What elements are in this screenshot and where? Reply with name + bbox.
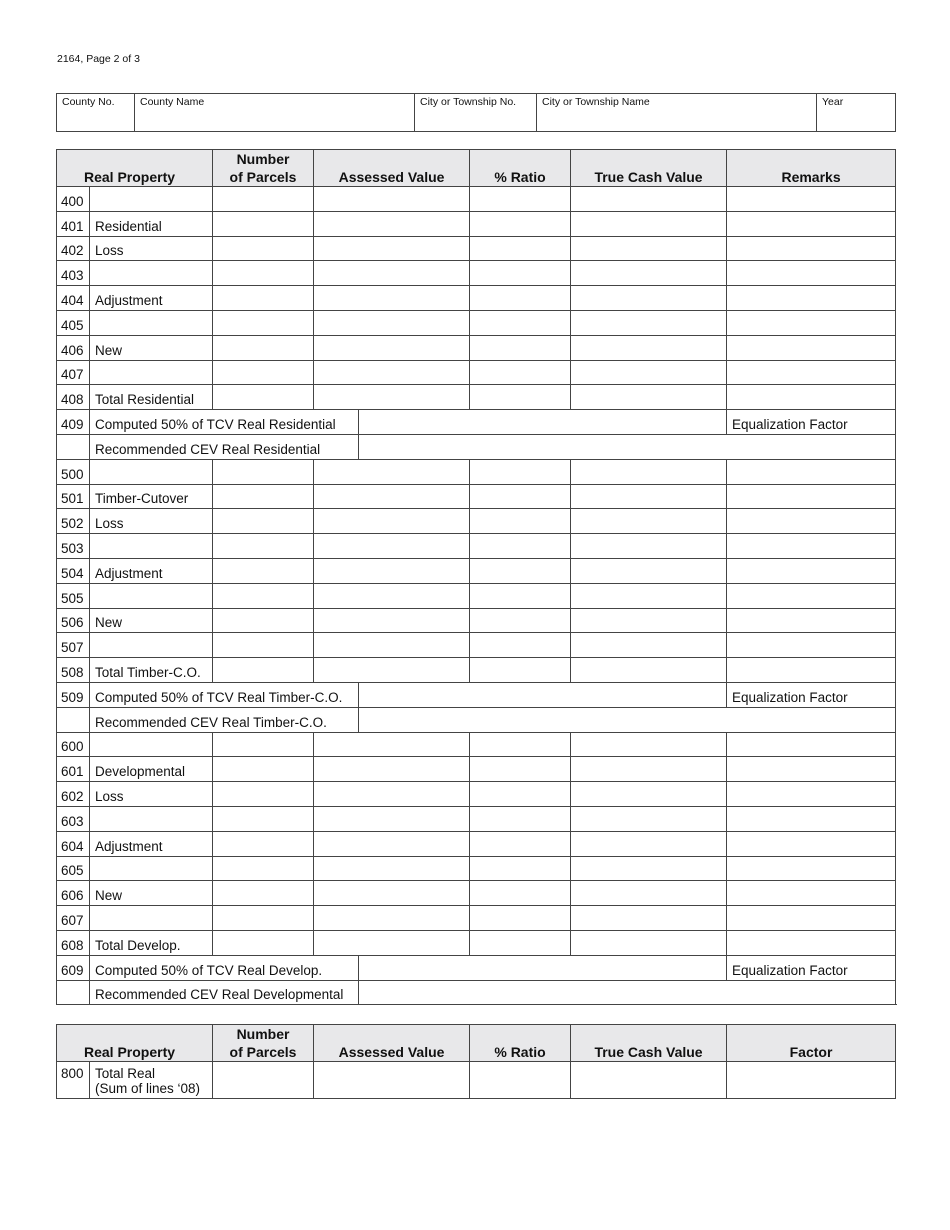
ratio-cell[interactable] <box>470 385 571 410</box>
line-number: 402 <box>57 236 90 261</box>
parcels-cell[interactable] <box>213 658 314 683</box>
true-cash-value-cell[interactable] <box>571 211 727 236</box>
assessed-value-cell[interactable] <box>314 658 470 683</box>
ratio-cell[interactable] <box>470 732 571 757</box>
line-number: 601 <box>57 757 90 782</box>
remarks-cell[interactable] <box>727 236 896 261</box>
col-header-parcels: Number of Parcels <box>213 150 314 187</box>
col-header-assessed-value: Assessed Value <box>314 150 470 187</box>
table-row <box>57 583 896 608</box>
remarks-cell[interactable] <box>727 583 896 608</box>
recommended-label: Recommended CEV Real Residential <box>90 434 359 459</box>
ratio-cell[interactable] <box>470 261 571 286</box>
assessed-value-cell[interactable] <box>314 732 470 757</box>
line-label: Loss <box>90 236 213 261</box>
parcels-cell[interactable] <box>213 757 314 782</box>
recommended-label: Recommended CEV Real Timber-C.O. <box>90 707 359 732</box>
form-page-number: 2164, Page 2 of 3 <box>57 53 140 65</box>
city-name-label: City or Township Name <box>542 96 650 108</box>
true-cash-value-cell[interactable] <box>571 261 727 286</box>
true-cash-value-cell[interactable] <box>571 1062 727 1099</box>
assessed-value-cell[interactable] <box>314 831 470 856</box>
line-label: Developmental <box>90 757 213 782</box>
col-header-assessed-value: Assessed Value <box>314 1025 470 1062</box>
remarks-cell[interactable] <box>727 211 896 236</box>
parcels-cell[interactable] <box>213 335 314 360</box>
year-label: Year <box>822 96 844 108</box>
line-label <box>90 856 213 881</box>
ratio-cell[interactable] <box>470 1062 571 1099</box>
line-label: Total Timber-C.O. <box>90 658 213 683</box>
parcels-cell[interactable] <box>213 831 314 856</box>
line-number: 609 <box>57 955 90 980</box>
true-cash-value-cell[interactable] <box>571 360 727 385</box>
county-name-field[interactable] <box>135 94 415 132</box>
line-label <box>90 583 213 608</box>
parcels-cell[interactable] <box>213 385 314 410</box>
line-label: Residential <box>90 211 213 236</box>
line-number <box>57 980 90 1005</box>
table-row <box>57 385 896 410</box>
col-header-true-cash-value: True Cash Value <box>571 150 727 187</box>
true-cash-value-cell[interactable] <box>571 732 727 757</box>
line-number: 502 <box>57 509 90 534</box>
table-row <box>57 930 896 955</box>
remarks-cell[interactable] <box>727 658 896 683</box>
true-cash-value-cell[interactable] <box>571 509 727 534</box>
assessed-value-cell[interactable] <box>314 757 470 782</box>
parcels-cell[interactable] <box>213 930 314 955</box>
line-number: 403 <box>57 261 90 286</box>
line-label <box>90 261 213 286</box>
remarks-cell[interactable] <box>727 335 896 360</box>
remarks-cell[interactable] <box>727 930 896 955</box>
table-row <box>57 881 896 906</box>
true-cash-value-cell[interactable] <box>571 286 727 311</box>
ratio-cell[interactable] <box>470 856 571 881</box>
county-no-label: County No. <box>62 96 115 108</box>
parcels-cell[interactable] <box>213 484 314 509</box>
line-number: 509 <box>57 682 90 707</box>
line-number: 501 <box>57 484 90 509</box>
table-row <box>57 757 896 782</box>
assessed-value-cell[interactable] <box>314 806 470 831</box>
table-row <box>57 558 896 583</box>
ratio-cell[interactable] <box>470 757 571 782</box>
line-number: 508 <box>57 658 90 683</box>
assessed-value-cell[interactable] <box>314 633 470 658</box>
parcels-cell[interactable] <box>213 782 314 807</box>
parcels-cell[interactable] <box>213 856 314 881</box>
line-number: 504 <box>57 558 90 583</box>
parcels-cell[interactable] <box>213 558 314 583</box>
line-number: 604 <box>57 831 90 856</box>
ratio-cell[interactable] <box>470 509 571 534</box>
line-label <box>90 806 213 831</box>
line-label <box>90 732 213 757</box>
true-cash-value-cell[interactable] <box>571 459 727 484</box>
line-number: 506 <box>57 608 90 633</box>
ratio-cell[interactable] <box>470 558 571 583</box>
remarks-cell[interactable] <box>727 261 896 286</box>
table-row <box>57 608 896 633</box>
true-cash-value-cell[interactable] <box>571 583 727 608</box>
assessed-value-cell[interactable] <box>314 856 470 881</box>
remarks-cell[interactable] <box>727 484 896 509</box>
city-name-field[interactable] <box>537 94 817 132</box>
table-row <box>57 906 896 931</box>
col-header-ratio: % Ratio <box>470 1025 571 1062</box>
remarks-cell[interactable] <box>727 856 896 881</box>
parcels-cell[interactable] <box>213 261 314 286</box>
county-no-field[interactable] <box>57 94 135 132</box>
parcels-cell[interactable] <box>213 732 314 757</box>
line-label <box>90 633 213 658</box>
remarks-cell[interactable] <box>727 286 896 311</box>
remarks-cell[interactable] <box>727 509 896 534</box>
table-row <box>57 484 896 509</box>
year-field[interactable] <box>817 94 896 132</box>
line-label: Adjustment <box>90 286 213 311</box>
col-header-real-property: Real Property <box>57 150 213 187</box>
ratio-cell[interactable] <box>470 360 571 385</box>
parcels-cell[interactable] <box>213 583 314 608</box>
line-number: 600 <box>57 732 90 757</box>
line-number: 603 <box>57 806 90 831</box>
true-cash-value-cell[interactable] <box>571 881 727 906</box>
parcels-cell[interactable] <box>213 534 314 559</box>
ratio-cell[interactable] <box>470 484 571 509</box>
ratio-cell[interactable] <box>470 930 571 955</box>
line-number: 500 <box>57 459 90 484</box>
assessed-value-cell[interactable] <box>314 558 470 583</box>
table-row <box>57 856 896 881</box>
col-header-true-cash-value: True Cash Value <box>571 1025 727 1062</box>
recommended-value-cell[interactable] <box>359 707 896 732</box>
line-label <box>90 534 213 559</box>
identification-table <box>56 93 896 132</box>
line-label: Adjustment <box>90 558 213 583</box>
table-row <box>57 658 896 683</box>
ratio-cell[interactable] <box>470 286 571 311</box>
line-number: 800 <box>57 1062 90 1099</box>
parcels-cell[interactable] <box>213 1062 314 1099</box>
parcels-cell[interactable] <box>213 310 314 335</box>
parcels-cell[interactable] <box>213 286 314 311</box>
line-number <box>57 707 90 732</box>
true-cash-value-cell[interactable] <box>571 856 727 881</box>
computed-row <box>57 410 896 435</box>
assessed-value-cell[interactable] <box>314 187 470 212</box>
line-number: 405 <box>57 310 90 335</box>
recommended-label: Recommended CEV Real Developmental <box>90 980 359 1005</box>
equalization-factor-label: Equalization Factor <box>727 955 896 980</box>
assessed-value-cell[interactable] <box>314 261 470 286</box>
line-number: 406 <box>57 335 90 360</box>
parcels-cell[interactable] <box>213 211 314 236</box>
line-label: Loss <box>90 509 213 534</box>
ratio-cell[interactable] <box>470 335 571 360</box>
ratio-cell[interactable] <box>470 187 571 212</box>
table-row <box>57 459 896 484</box>
remarks-cell[interactable] <box>727 881 896 906</box>
computed-value-cell[interactable] <box>359 682 727 707</box>
true-cash-value-cell[interactable] <box>571 534 727 559</box>
col-header-remarks: Remarks <box>727 150 896 187</box>
assessed-value-cell[interactable] <box>314 236 470 261</box>
line-number <box>57 434 90 459</box>
true-cash-value-cell[interactable] <box>571 236 727 261</box>
factor-cell[interactable] <box>727 1062 896 1099</box>
table-row <box>57 782 896 807</box>
remarks-cell[interactable] <box>727 633 896 658</box>
true-cash-value-cell[interactable] <box>571 187 727 212</box>
assessed-value-cell[interactable] <box>314 286 470 311</box>
true-cash-value-cell[interactable] <box>571 608 727 633</box>
line-label <box>90 906 213 931</box>
true-cash-value-cell[interactable] <box>571 782 727 807</box>
computed-label: Computed 50% of TCV Real Develop. <box>90 955 359 980</box>
line-label: New <box>90 881 213 906</box>
line-label: Adjustment <box>90 831 213 856</box>
line-label: New <box>90 608 213 633</box>
parcels-cell[interactable] <box>213 906 314 931</box>
remarks-cell[interactable] <box>727 459 896 484</box>
computed-value-cell[interactable] <box>359 955 727 980</box>
line-number: 505 <box>57 583 90 608</box>
ratio-cell[interactable] <box>470 906 571 931</box>
total-real-table <box>56 1024 896 1099</box>
recommended-row <box>57 434 896 459</box>
true-cash-value-cell[interactable] <box>571 484 727 509</box>
computed-value-cell[interactable] <box>359 410 727 435</box>
table-row <box>57 211 896 236</box>
ratio-cell[interactable] <box>470 608 571 633</box>
parcels-cell[interactable] <box>213 509 314 534</box>
recommended-row <box>57 707 896 732</box>
ratio-cell[interactable] <box>470 831 571 856</box>
ratio-cell[interactable] <box>470 633 571 658</box>
ratio-cell[interactable] <box>470 806 571 831</box>
line-label <box>90 187 213 212</box>
assessed-value-cell[interactable] <box>314 534 470 559</box>
line-number: 408 <box>57 385 90 410</box>
true-cash-value-cell[interactable] <box>571 806 727 831</box>
line-label <box>90 310 213 335</box>
assessed-value-cell[interactable] <box>314 583 470 608</box>
assessed-value-cell[interactable] <box>314 484 470 509</box>
real-property-table <box>56 149 896 1005</box>
line-label: Total Real (Sum of lines ‘08) <box>90 1062 213 1099</box>
remarks-cell[interactable] <box>727 782 896 807</box>
ratio-cell[interactable] <box>470 211 571 236</box>
line-number: 409 <box>57 410 90 435</box>
col-header-factor: Factor <box>727 1025 896 1062</box>
table-row <box>57 534 896 559</box>
ratio-cell[interactable] <box>470 583 571 608</box>
recommended-row <box>57 980 896 1005</box>
table-row <box>57 360 896 385</box>
table-row <box>57 633 896 658</box>
true-cash-value-cell[interactable] <box>571 831 727 856</box>
assessed-value-cell[interactable] <box>314 335 470 360</box>
assessed-value-cell[interactable] <box>314 782 470 807</box>
computed-row <box>57 682 896 707</box>
recommended-value-cell[interactable] <box>359 980 896 1005</box>
ratio-cell[interactable] <box>470 658 571 683</box>
line-label: New <box>90 335 213 360</box>
ratio-cell[interactable] <box>470 881 571 906</box>
parcels-cell[interactable] <box>213 236 314 261</box>
county-name-label: County Name <box>140 96 205 108</box>
remarks-cell[interactable] <box>727 806 896 831</box>
ratio-cell[interactable] <box>470 782 571 807</box>
ratio-cell[interactable] <box>470 459 571 484</box>
remarks-cell[interactable] <box>727 187 896 212</box>
line-label: Total Develop. <box>90 930 213 955</box>
computed-row <box>57 955 896 980</box>
true-cash-value-cell[interactable] <box>571 558 727 583</box>
line-label: Loss <box>90 782 213 807</box>
line-number: 605 <box>57 856 90 881</box>
table-row <box>57 509 896 534</box>
table-row <box>57 310 896 335</box>
equalization-factor-label: Equalization Factor <box>727 682 896 707</box>
assessed-value-cell[interactable] <box>314 881 470 906</box>
true-cash-value-cell[interactable] <box>571 757 727 782</box>
city-no-label: City or Township No. <box>420 96 517 108</box>
computed-label: Computed 50% of TCV Real Residential <box>90 410 359 435</box>
line-number: 606 <box>57 881 90 906</box>
parcels-cell[interactable] <box>213 360 314 385</box>
remarks-cell[interactable] <box>727 608 896 633</box>
table-row <box>57 261 896 286</box>
line-number: 507 <box>57 633 90 658</box>
line-number: 407 <box>57 360 90 385</box>
table-row <box>57 732 896 757</box>
assessed-value-cell[interactable] <box>314 906 470 931</box>
parcels-cell[interactable] <box>213 633 314 658</box>
assessed-value-cell[interactable] <box>314 608 470 633</box>
ratio-cell[interactable] <box>470 236 571 261</box>
true-cash-value-cell[interactable] <box>571 906 727 931</box>
true-cash-value-cell[interactable] <box>571 335 727 360</box>
table-row <box>57 806 896 831</box>
assessed-value-cell[interactable] <box>314 385 470 410</box>
true-cash-value-cell[interactable] <box>571 385 727 410</box>
remarks-cell[interactable] <box>727 310 896 335</box>
assessed-value-cell[interactable] <box>314 930 470 955</box>
table-row-800 <box>57 1062 896 1099</box>
remarks-cell[interactable] <box>727 385 896 410</box>
true-cash-value-cell[interactable] <box>571 633 727 658</box>
line-number: 607 <box>57 906 90 931</box>
col-header-parcels: Number of Parcels <box>213 1025 314 1062</box>
assessed-value-cell[interactable] <box>314 310 470 335</box>
true-cash-value-cell[interactable] <box>571 930 727 955</box>
remarks-cell[interactable] <box>727 360 896 385</box>
parcels-cell[interactable] <box>213 187 314 212</box>
assessed-value-cell[interactable] <box>314 1062 470 1099</box>
remarks-cell[interactable] <box>727 757 896 782</box>
parcels-cell[interactable] <box>213 608 314 633</box>
assessed-value-cell[interactable] <box>314 360 470 385</box>
parcels-cell[interactable] <box>213 459 314 484</box>
city-no-field[interactable] <box>415 94 537 132</box>
assessed-value-cell[interactable] <box>314 459 470 484</box>
recommended-value-cell[interactable] <box>359 434 896 459</box>
parcels-cell[interactable] <box>213 806 314 831</box>
ratio-cell[interactable] <box>470 534 571 559</box>
table-row <box>57 187 896 212</box>
table-row <box>57 236 896 261</box>
line-label <box>90 459 213 484</box>
remarks-cell[interactable] <box>727 558 896 583</box>
line-label: Timber-Cutover <box>90 484 213 509</box>
parcels-cell[interactable] <box>213 881 314 906</box>
computed-label: Computed 50% of TCV Real Timber-C.O. <box>90 682 359 707</box>
col-header-ratio: % Ratio <box>470 150 571 187</box>
table-row <box>57 335 896 360</box>
line-number: 404 <box>57 286 90 311</box>
line-label: Total Residential <box>90 385 213 410</box>
assessed-value-cell[interactable] <box>314 509 470 534</box>
table-row <box>57 831 896 856</box>
line-number: 400 <box>57 187 90 212</box>
true-cash-value-cell[interactable] <box>571 310 727 335</box>
remarks-cell[interactable] <box>727 906 896 931</box>
true-cash-value-cell[interactable] <box>571 658 727 683</box>
remarks-cell[interactable] <box>727 831 896 856</box>
assessed-value-cell[interactable] <box>314 211 470 236</box>
remarks-cell[interactable] <box>727 534 896 559</box>
remarks-cell[interactable] <box>727 732 896 757</box>
table-row <box>57 286 896 311</box>
line-number: 503 <box>57 534 90 559</box>
line-label <box>90 360 213 385</box>
line-number: 608 <box>57 930 90 955</box>
equalization-factor-label: Equalization Factor <box>727 410 896 435</box>
col-header-real-property: Real Property <box>57 1025 213 1062</box>
line-number: 602 <box>57 782 90 807</box>
ratio-cell[interactable] <box>470 310 571 335</box>
line-number: 401 <box>57 211 90 236</box>
